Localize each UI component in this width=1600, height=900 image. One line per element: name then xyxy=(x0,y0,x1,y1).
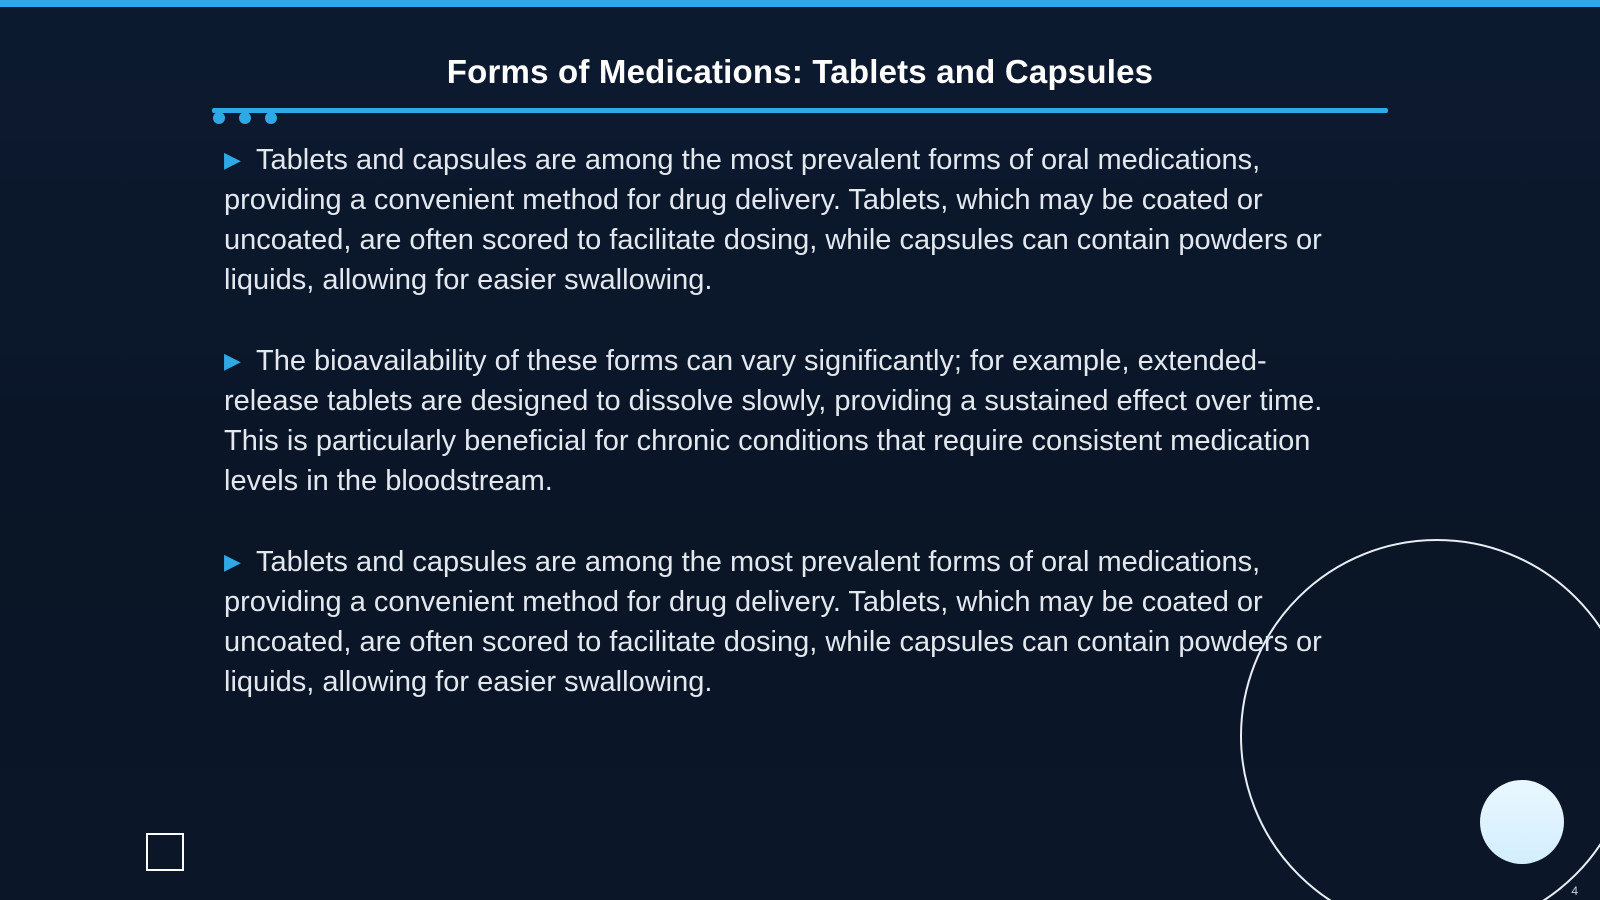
bullet-text-3: Tablets and capsules are among the most prevalent forms of oral medications, providing a convenient method for drug delivery. Tablets, which may be coated or uncoated, are often scored to facilitate dosing, while capsules can contain powders or liquids, allowing for easier swallowing. xyxy=(224,546,1322,698)
title-underline xyxy=(212,108,1388,113)
decorative-dot-1 xyxy=(213,112,225,124)
square-outline-icon xyxy=(146,833,184,871)
triangle-right-icon: ▶ xyxy=(224,147,241,172)
bullet-text-1: Tablets and capsules are among the most prevalent forms of oral medications, providing a convenient method for drug delivery. Tablets, which may be coated or uncoated, are often scored to facilitate dosing, while capsules can contain powders or liquids, allowing for easier swallowing. xyxy=(224,144,1322,296)
slide-page-number: 4 xyxy=(1571,884,1578,898)
bullet-text-2: The bioavailability of these forms can vary significantly; for example, extended-release tablets are designed to dissolve slowly, providing a sustained effect over time. This is particularly beneficial for chronic conditions that require consistent medication levels in the bloodstream. xyxy=(224,345,1323,497)
bullet-item-1 xyxy=(224,140,1359,300)
triangle-right-icon: ▶ xyxy=(224,549,241,574)
triangle-right-icon: ▶ xyxy=(224,348,241,373)
bullet-list xyxy=(224,140,1359,743)
bullet-item-3 xyxy=(224,542,1359,702)
bullet-item-2 xyxy=(224,341,1359,501)
decorative-dot-2 xyxy=(239,112,251,124)
top-accent-bar xyxy=(0,0,1600,7)
decorative-filled-circle xyxy=(1480,780,1564,864)
decorative-dot-3 xyxy=(265,112,277,124)
slide-title: Forms of Medications: Tablets and Capsules xyxy=(446,53,1154,90)
